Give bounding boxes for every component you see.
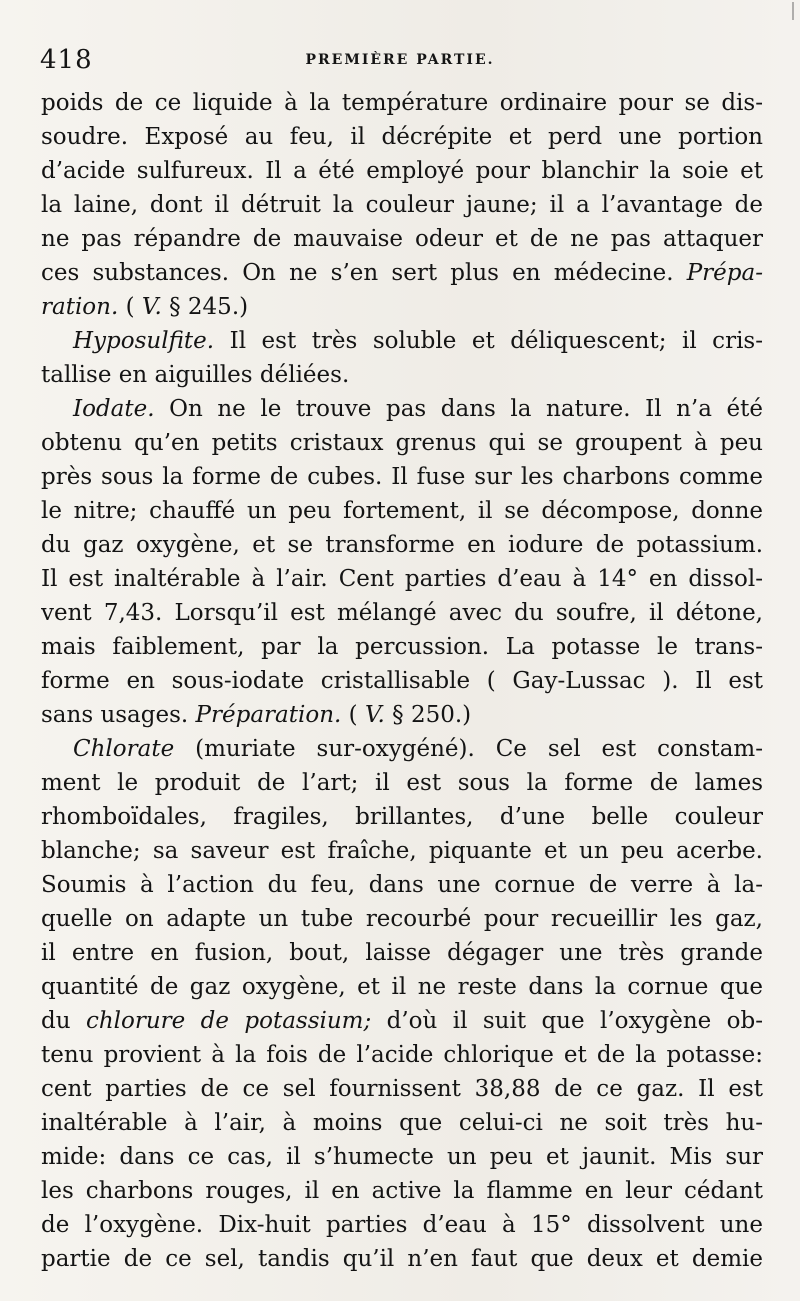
italic-text: chlorure de potassium; bbox=[85, 1008, 372, 1034]
text-line bbox=[41, 460, 763, 494]
text-line bbox=[41, 868, 763, 902]
text-run: la laine, dont il détruit la couleur jaune; il a l’avantage de bbox=[41, 192, 763, 218]
text-line bbox=[41, 1038, 763, 1072]
scan-edge-mark bbox=[792, 2, 794, 20]
text-run: d’où il suit que l’oxygène ob- bbox=[371, 1008, 763, 1034]
text-run: ( bbox=[341, 702, 365, 728]
italic-text: Prépa- bbox=[686, 260, 763, 286]
text-line bbox=[41, 494, 763, 528]
text-run: ne pas répandre de mauvaise odeur et de ne pas attaquer bbox=[41, 226, 763, 252]
text-line bbox=[41, 834, 763, 868]
text-line bbox=[41, 392, 763, 426]
text-run: sans usages. bbox=[41, 702, 196, 728]
text-run: cent parties de ce sel fournissent 38,88 de ce gaz. Il est bbox=[41, 1076, 763, 1102]
text-line bbox=[41, 766, 763, 800]
text-run: mide: dans ce cas, il s’humecte un peu et jaunit. Mis sur bbox=[41, 1144, 763, 1170]
text-run: ( bbox=[118, 294, 142, 320]
italic-text: ration. bbox=[41, 294, 119, 320]
text-run: du bbox=[41, 1008, 86, 1034]
italic-text: V. bbox=[141, 294, 162, 320]
text-line bbox=[41, 222, 763, 256]
text-run: soudre. Exposé au feu, il décrépite et perd une portion bbox=[41, 124, 763, 150]
text-run: § 245.) bbox=[161, 294, 249, 320]
text-line bbox=[41, 596, 763, 630]
italic-text: Préparation. bbox=[195, 702, 342, 728]
text-line bbox=[41, 290, 763, 324]
text-line bbox=[41, 970, 763, 1004]
text-line bbox=[41, 86, 763, 120]
text-line bbox=[41, 698, 763, 732]
text-line bbox=[41, 1140, 763, 1174]
italic-text: Chlorate bbox=[73, 736, 175, 762]
text-run: ces substances. On ne s’en sert plus en médecine. bbox=[41, 260, 687, 286]
text-line bbox=[41, 664, 763, 698]
text-run: Soumis à l’action du feu, dans une cornue de verre à la- bbox=[41, 872, 763, 898]
text-run: quelle on adapte un tube recourbé pour recueillir les gaz, bbox=[41, 906, 763, 932]
text-run: tallise en aiguilles déliées. bbox=[41, 362, 350, 388]
text-line bbox=[41, 324, 763, 358]
text-run: On ne le trouve pas dans la nature. Il n’a été bbox=[154, 396, 763, 422]
text-line bbox=[41, 120, 763, 154]
text-run: de l’oxygène. Dix-huit parties d’eau à 15° dissolvent une bbox=[41, 1212, 763, 1238]
text-run: § 250.) bbox=[384, 702, 472, 728]
text-line bbox=[41, 1174, 763, 1208]
text-line bbox=[41, 630, 763, 664]
text-run: poids de ce liquide à la température ordinaire pour se dis- bbox=[41, 90, 763, 116]
running-head: PREMIÈRE PARTIE. bbox=[305, 52, 495, 68]
text-run: le nitre; chauffé un peu fortement, il se décompose, donne bbox=[41, 498, 763, 524]
text-run: près sous la forme de cubes. Il fuse sur les charbons comme bbox=[41, 464, 763, 490]
body-text bbox=[41, 86, 763, 1276]
text-line bbox=[41, 800, 763, 834]
text-run: ment le produit de l’art; il est sous la forme de lames bbox=[41, 770, 763, 796]
page-header bbox=[40, 44, 760, 76]
italic-text: V. bbox=[364, 702, 385, 728]
text-line bbox=[41, 154, 763, 188]
text-run: obtenu qu’en petits cristaux grenus qui se groupent à peu bbox=[41, 430, 763, 456]
text-run: mais faiblement, par la percussion. La potasse le trans- bbox=[41, 634, 763, 660]
text-line bbox=[41, 902, 763, 936]
text-line bbox=[41, 1242, 763, 1276]
text-run: forme en sous-iodate cristallisable ( Gay-Lussac ). Il est bbox=[41, 668, 763, 694]
page-number: 418 bbox=[40, 45, 93, 75]
text-line bbox=[41, 358, 763, 392]
text-line bbox=[41, 1106, 763, 1140]
text-run: Il est inaltérable à l’air. Cent parties d’eau à 14° en dissol- bbox=[41, 566, 763, 592]
text-line bbox=[41, 732, 763, 766]
text-line bbox=[41, 188, 763, 222]
text-run: Il est très soluble et déliquescent; il cris- bbox=[214, 328, 763, 354]
text-run: tenu provient à la fois de l’acide chlorique et de la potasse: bbox=[41, 1042, 763, 1068]
text-run: partie de ce sel, tandis qu’il n’en faut que deux et demie bbox=[41, 1246, 763, 1272]
text-run: rhomboïdales, fragiles, brillantes, d’une belle couleur bbox=[41, 804, 763, 830]
text-line bbox=[41, 426, 763, 460]
text-line bbox=[41, 256, 763, 290]
text-run: (muriate sur-oxygéné). Ce sel est constam- bbox=[174, 736, 763, 762]
italic-text: Iodate. bbox=[73, 396, 155, 422]
text-line bbox=[41, 528, 763, 562]
text-line bbox=[41, 1208, 763, 1242]
text-run: il entre en fusion, bout, laisse dégager une très grande bbox=[41, 940, 763, 966]
text-run: inaltérable à l’air, à moins que celui-ci ne soit très hu- bbox=[41, 1110, 763, 1136]
text-line bbox=[41, 1004, 763, 1038]
text-line bbox=[41, 936, 763, 970]
text-run: les charbons rouges, il en active la flamme en leur cédant bbox=[41, 1178, 763, 1204]
text-run: d’acide sulfureux. Il a été employé pour blanchir la soie et bbox=[41, 158, 763, 184]
text-line bbox=[41, 562, 763, 596]
italic-text: Hyposulfite. bbox=[73, 328, 215, 354]
text-run: quantité de gaz oxygène, et il ne reste dans la cornue que bbox=[41, 974, 763, 1000]
text-run: vent 7,43. Lorsqu’il est mélangé avec du soufre, il détone, bbox=[41, 600, 763, 626]
text-run: blanche; sa saveur est fraîche, piquante et un peu acerbe. bbox=[41, 838, 763, 864]
text-line bbox=[41, 1072, 763, 1106]
text-run: du gaz oxygène, et se transforme en iodure de potassium. bbox=[41, 532, 763, 558]
